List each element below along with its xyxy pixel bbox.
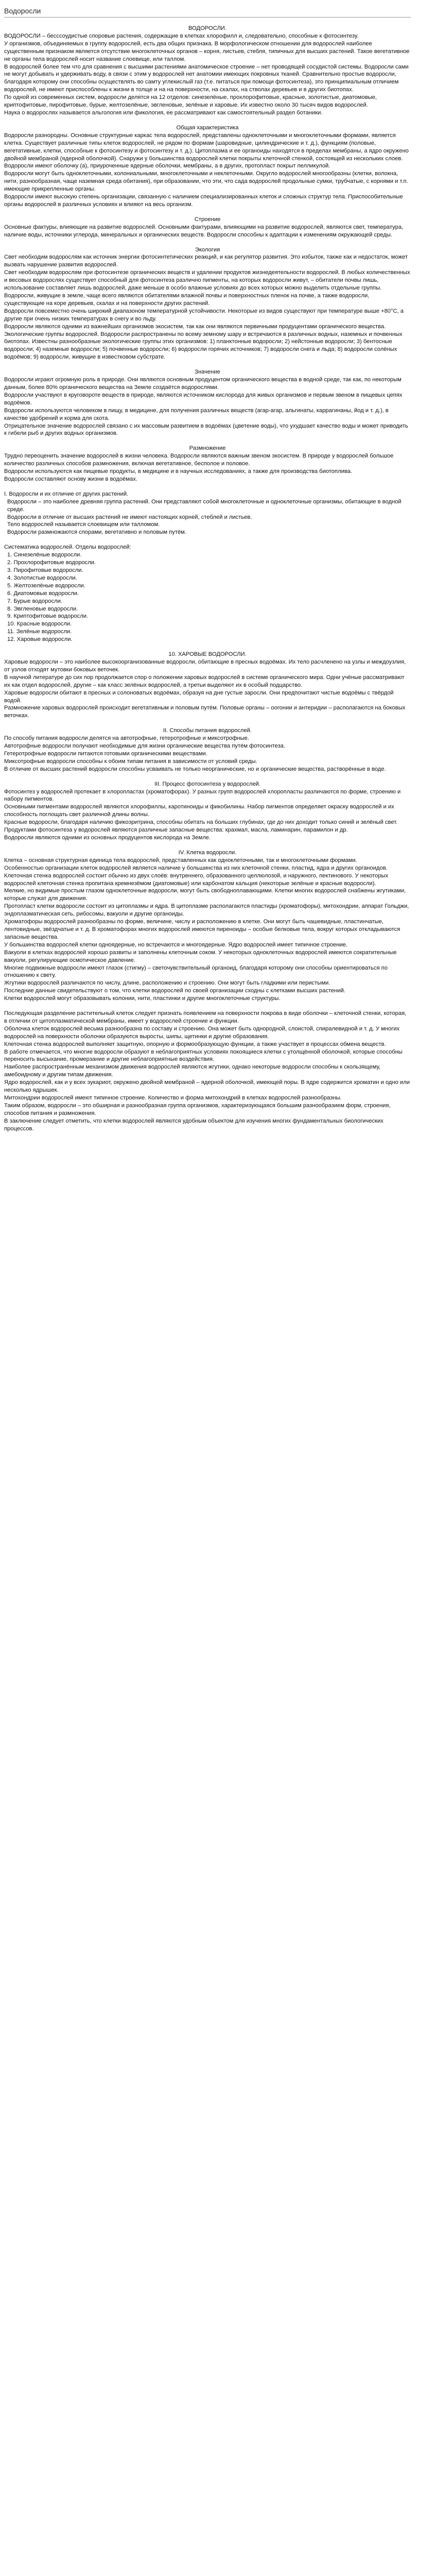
- classification-item: 5. Желтозелёные водоросли.: [7, 582, 85, 589]
- paragraph: Фотосинтез у водорослей протекает в хлоропластах (хроматофорах). У разных групп водорослей хлоропласты различаются по форме, строению и набору пигментов.: [4, 788, 401, 803]
- section-heading: ВОДОРОСЛИ.: [188, 25, 226, 31]
- paragraph: Последующая разделение растительный клеток следует признать появлением на поверхности покрова в виде оболочки – клеточной стенки, которая, в отличии от цитоплазматической мембраны, имеет у водорослей строение и функции.: [4, 1010, 407, 1024]
- paragraph: Жгутики водорослей различаются по числу, длине, расположению и строению. Они могут быть гладкими или перистыми.: [4, 980, 330, 987]
- paragraph: Мелкие, но видимые простым глазом одноклеточные водоросли, могут быть свободноплавающими. Клетки многих водорослей снабжены жгутиками, которые служат для движения.: [4, 888, 406, 902]
- classification-item: 1. Синезелёные водоросли.: [7, 552, 82, 558]
- paragraph: По одной из современных систем, водоросли делятся на 12 отделов: синезелёные, прохлорофитовые, красные, золотистые, диатомовые, криптофитовые, пирофитовые, бурые, желтозелёные, эвгленовые, зелёные и харовые. Их известно около 30 тысяч видов водорослей.: [4, 94, 377, 109]
- paragraph: Митохондрии водорослей имеют типичное строение. Количество и форма митохондрий в клетках водорослей разнообразны.: [4, 1095, 342, 1101]
- paragraph: Водоросли играют огромную роль в природе. Они являются основным продуцентом органического вещества в водной среде, так как, по некоторым данным, более 80% органического вещества на Земле создаётся водорослями.: [4, 377, 402, 391]
- section-heading: IV. Клетка водоросли.: [178, 849, 237, 856]
- paragraph: Харовые водоросли обитают в пресных и солоноватых водоёмах, образуя на дне густые заросли. Они предпочитают чистые водоёмы с твёрдой водой.: [4, 689, 394, 704]
- paragraph: Хроматофоры водорослей разнообразны по форме, величине, числу и расположению в клетке. Они могут быть чашевидные, пластинчатые, лентовидные, звёздчатые и т. д. В хроматофорах многих водорослей имеются пиреноиды – особые белковые тела, вокруг которых откладываются запасные вещества.: [4, 919, 400, 940]
- paragraph: По способу питания водоросли делятся на автотрофные, гетеротрофные и миксотрофные.: [4, 735, 249, 742]
- paragraph: Миксотрофные водоросли способны к обоим типам питания в зависимости от условий среды.: [4, 758, 257, 765]
- classification-intro: Систематика водорослей. Отделы водорослей:: [4, 544, 131, 551]
- paragraph: Водоросли участвуют в круговороте веществ в природе, являются источником кислорода для живых организмов и первым звеном в пищевых цепях водоёмов.: [4, 392, 403, 406]
- classification-item: 2. Прохлорофитовые водоросли.: [7, 560, 96, 566]
- paragraph: Свет необходим водорослям при фотосинтезе органических веществ и удалении продуктов жизнедеятельности водорослей. В любых количественных и весовых водорослях существует способный для фотосинтеза различно пигменты, на которых водоросли живут, – обитатели почвы лишь, использование составляет лишь водорослей, даже меньше в особо влажные условиях до всех которых можно выделить отдельные группы.: [4, 269, 410, 292]
- paragraph: Многие подвижные водоросли имеют глазок (стигму) – светочувствительный органоид, благодаря которому они способны ориентироваться по отношению к свету.: [4, 964, 388, 979]
- paragraph: Трудно переоценить значение водорослей в жизни человека. Водоросли являются важным звеном экосистем. В природе у водорослей большое количество различных способов размножения, включая вегетативное, бесполое и половое.: [4, 453, 394, 467]
- paragraph: Экологические группы водорослей. Водоросли распространены по всему земному шару и встречаются в различных водных, наземных и почвенных биотопах. Известны разнообразные экологические группы этих организмов: 1) планктонные водоросли; 2) нейстонные водоросли; 3) бентосные водоросли; 4) наземные водоросли; 5) почвенные водоросли; 6) водоросли горячих источников; 7) водоросли снега и льда; 8) водоросли солёных водоёмов; 9) водоросли, живущие в известковом субстрате.: [4, 331, 403, 361]
- paragraph: Водоросли являются одними из важнейших организмов экосистем, так как они являются первичными продуцентами органического вещества.: [4, 323, 386, 330]
- classification-item: 10. Красные водоросли.: [7, 621, 72, 628]
- paragraph: Продуктами фотосинтеза у водорослей являются различные запасные вещества: крахмал, масла, ламинарин, парамилон и др.: [4, 827, 348, 834]
- list-item: Водоросли в отличие от высших растений не имеют настоящих корней, стеблей и листьев.: [7, 514, 252, 520]
- title-divider: [4, 17, 411, 18]
- paragraph: В работе отмечается, что многие водоросли образуют в неблагоприятных условиях покоящиеся клетки с утолщённой оболочкой, которые способны переносить высыхание, промерзание и другие неблагоприятные воздействия.: [4, 1048, 403, 1063]
- paragraph: Водоросли используются как пищевые продукты, в медицине и в научных исследованиях, а также для производства биотоплива.: [4, 468, 353, 475]
- list-intro: I. Водоросли и их отличие от других растений.: [4, 490, 129, 497]
- paragraph: В заключение следует отметить, что клетки водорослей являются удобным объектом для изучения многих фундаментальных биологических процессов.: [4, 1117, 383, 1132]
- paragraph: Размножение харовых водорослей происходит вегетативным и половым путём. Половые органы – оогонии и антеридии – располагаются на боковых веточках.: [4, 705, 406, 719]
- paragraph: Свет необходим водорослям как источник энергии фотосинтетических реакций, и как регулятор развития. Это избыток, также как и недостаток, может вызвать нарушение развития водорослей.: [4, 254, 408, 268]
- paragraph: Ядро водорослей, как и у всех эукариот, окружено двойной мембраной – ядерной оболочкой, имеющей поры. В ядре содержится хроматин и одно или несколько ядрышек.: [4, 1079, 410, 1094]
- paragraph: Водоросли используются человеком в пищу, в медицине, для получения различных веществ (агар-агар, альгинаты, каррагинаны, йод и т. д.), в качестве удобрений и корма для скота.: [4, 407, 389, 421]
- paragraph: Водоросли, живущие в земле, чаще всего являются обитателями влажной почвы и поверхностных пленок на почве, а также водоросли, существующие на коре деревьев, скалах и на поверхности других растений.: [4, 293, 370, 307]
- paragraph: В научной литературе до сих пор продолжается спор о положении харовых водорослей в системе органического мира. Одни учёные рассматривают их как отдел водорослей, другие – как класс зелёных водорослей, а третьи выделяют их в особый подцарство.: [4, 674, 405, 688]
- section-heading: 10. ХАРОВЫЕ ВОДОРОСЛИ.: [168, 651, 247, 658]
- paragraph: У большинства водорослей клетки одноядерные, но встречаются и многоядерные. Ядро водорослей имеет типичное строение.: [4, 941, 348, 948]
- paragraph: Основными пигментами водорослей являются хлорофиллы, каротиноиды и фикобилины. Набор пигментов определяет окраску водорослей и их способность поглощать свет различной длины волны.: [4, 804, 394, 818]
- section-heading: Строение: [194, 216, 221, 223]
- paragraph: Водоросли разнородны. Основные структурные каркас тела водорослей, представлены одноклеточными и многоклеточными формами, является клетка. Существует различные типы клеток водорослей, не рядом по формам (шаровидные, цилиндрические и т. д.), функциям (половые, вегетативные, клетки, способные к фотосинтезу и фотосинтезу и т. д.). Цитоплазма и ее органоиды находятся в пределах мембраны, а ядро окружено двойной мембраной (ядерной оболочкой). Снаружи у большинства водорослей клетки покрыты клеточной стенкой, состоящей из нескольких слоев. Водоросли имеют оболочку (а), приуроченные ядерные оболочки, мембраны, а в других, протопласт покрыт пелликулой.: [4, 132, 409, 170]
- paragraph: Протопласт клетки водоросли состоит из цитоплазмы и ядра. В цитоплазме располагаются пластиды (хроматофоры), митохондрии, аппарат Гольджи, эндоплазматическая сеть, рибосомы, вакуоли и другие органоиды.: [4, 903, 409, 918]
- section-heading: Значение: [195, 369, 220, 376]
- paragraph: Вакуоли в клетках водорослей хорошо развиты и заполнены клеточным соком. У некоторых одноклеточных водорослей имеются сократительные вакуоли, регулирующие осмотическое давление.: [4, 949, 397, 963]
- section-heading: Экология: [195, 246, 220, 253]
- paragraph: Водоросли являются одними из основных продуцентов кислорода на Земле.: [4, 835, 211, 841]
- list-item: Тело водорослей называется слоевищем или талломом.: [7, 521, 160, 528]
- paragraph: Отрицательное значение водорослей связано с их массовым развитием в водоёмах (цветение воды), что ухудшает качество воды и может приводить к гибели рыб и других водных организмов.: [4, 422, 408, 437]
- paragraph: Основные фактуры, влияющие на развитие водорослей. Основными фактурами, влияющими на развитие водорослей, являются свет, температура, наличие воды, источники углерода, минеральных и органических веществ. Водоросли способны к адаптации к изменениям окружающей среды.: [4, 224, 404, 238]
- paragraph: Клеточная стенка водорослей выполняет защитную, опорную и формообразующую функции, а также участвует в процессах обмена веществ.: [4, 1041, 386, 1047]
- paragraph: Водоросли составляют основу жизни в водоёмах.: [4, 476, 137, 482]
- paragraph: Наука о водорослях называется альгология или фикология, ее рассматривают как самостоятельный раздел ботаники.: [4, 109, 323, 116]
- classification-item: 4. Золотистые водоросли.: [7, 574, 77, 581]
- paragraph: Харовые водоросли – это наиболее высокоорганизованные водоросли, обитающие в пресных водоёмах. Их тело расчленено на узлы и междоузлия, от узлов отходят мутовки боковых веточек.: [4, 658, 406, 673]
- list-item: Водоросли – это наиболее древняя группа растений. Они представляют собой многоклеточные и одноклеточные организмы, обитающие в водной среде.: [7, 498, 402, 513]
- paragraph: Автотрофные водоросли получают необходимые для жизни органические вещества путём фотосинтеза.: [4, 743, 285, 750]
- section-heading: Общая характеристика: [176, 124, 239, 131]
- paragraph: Водоросли повсеместно очень широкий диапазоном температурной устойчивости. Некоторые из видов существуют при температуре выше +80°С, а другие при очень низких температурах в снегу и во льду.: [4, 308, 404, 322]
- paragraph: Гетеротрофные водоросли питаются готовыми органическими веществами.: [4, 750, 207, 757]
- paragraph: Водоросли могут быть одноклеточными, колониальными, многоклеточными и неклеточными. Округло водорослей многообразны (клетки, волокна, нити, разнообразная, чаще наземная среда обитания), при образовании, что эти, что сада водорослей продольные сумки, трубчатые, с корнями и т.п. имеющие прикрепленные органы.: [4, 171, 408, 193]
- paragraph: Таким образом, водоросли – это обширная и разнообразная группа организмов, характеризующаяся большим разнообразием форм, строения, способов питания и размножения.: [4, 1102, 391, 1116]
- list-item: Водоросли размножаются спорами, вегетативно и половым путём.: [7, 529, 186, 536]
- paragraph: ВОДОРОСЛИ – бесссоудистые споровые растения, содержащие в клетках хлорофилл и, следовательно, способные к фотосинтезу.: [4, 32, 359, 39]
- section-heading: II. Способы питания водорослей.: [163, 727, 252, 734]
- paragraph: Красные водоросли, благодаря наличию фикоэритрина, способны обитать на больших глубинах, где до них доходит только синий и зелёный свет.: [4, 819, 398, 826]
- page: [0, 0, 436, 1154]
- classification-item: 12. Харовые водоросли.: [7, 636, 73, 643]
- paragraph: В водорослей более тем что для сравнения с высшими растениями анатомическое строение – нет проводящей сосудистой системы. Водоросли сами не могут добывать и удерживать воду, в связи с этим у водорослей нет анатомии имеющих покровных тканей. Сравнительно простые водоросли, благодаря которому они способны осуществлять во самту углекислый газ (т.е. питаться при помощи фотосинтеза), это принципиальным отличием водорослей, не имеют приспособлены к жизни в толще и на на поверхности, на скалах, на стволах деревьев и в других биотопах.: [4, 63, 409, 93]
- classification-item: 9. Криптофитовые водоросли.: [7, 613, 89, 620]
- paragraph: Клеточная стенка водорослей состоит обычно из двух слоёв: внутреннего, образованного целлюлозой, и наружного, пектинового. У некоторых водорослей клеточная стенка пропитана кремнезёмом (диатомовые) или карбонатом кальция (некоторые зелёные и красные водоросли).: [4, 872, 389, 887]
- paragraph: Клетка – основная структурная единица тела водорослей, представленных как одноклеточными, так и многоклеточными формами.: [4, 857, 357, 863]
- classification-item: 7. Бурые водоросли.: [7, 598, 63, 604]
- paragraph: Водоросли имеют высокую степень организации, связанную с наличием специализированных клеток и сложных структур тела. Приспособительные органы водорослей в различных условиях и влияют на весь организм.: [4, 194, 403, 208]
- paragraph: У организмов, объединяемых в группу водорослей, есть два общих признака. В морфологическом отношении для водорослей наиболее существенным признаком является отсутствие многоклеточных органов – корня, листьев, стебля, типичных для высших растений. Такое вегетативное не органы тела водорослей носит название слоевище, или таллом.: [4, 40, 410, 62]
- page-title: Водоросли: [4, 7, 41, 15]
- article-body: [4, 25, 411, 1133]
- classification-item: 8. Эвгленовые водоросли.: [7, 605, 78, 612]
- paragraph: Оболочка клеток водорослей весьма разнообразна по составу и строению. Она может быть однородной, слоистой, спиралевидной и т. д. У многих водорослей на поверхности оболочки образуются выросты, шипы, щетинки и другие образования.: [4, 1025, 400, 1040]
- section-heading: Размножение: [189, 445, 226, 452]
- paragraph: Наиболее распространённым механизмом движения водорослей являются жгутики, однако некоторые водоросли способны к скользящему, амебоидному и другим типам движения.: [4, 1064, 381, 1078]
- classification-item: 3. Пирофитовые водоросли.: [7, 567, 83, 573]
- paragraph: Клетки водорослей могут образовывать колонии, нити, пластинки и другие многоклеточные структуры.: [4, 995, 281, 1002]
- paragraph: Особенностью организации клеток водорослей является наличие у большинства из них клеточной стенки, пластид, ядра и других органоидов.: [4, 865, 388, 871]
- paragraph: В отличие от высших растений водоросли способны усваивать не только неорганические, но и органические вещества, растворённые в воде.: [4, 766, 386, 772]
- paragraph: Последние данные свидетельствуют о том, что клетки водорослей по своей организации сходны с клетками высших растений.: [4, 988, 345, 994]
- section-heading: III. Процесс фотосинтеза у водорослей.: [154, 781, 261, 787]
- classification-item: 11. Зелёные водоросли.: [7, 629, 72, 635]
- classification-item: 6. Диатомовые водоросли.: [7, 590, 79, 597]
